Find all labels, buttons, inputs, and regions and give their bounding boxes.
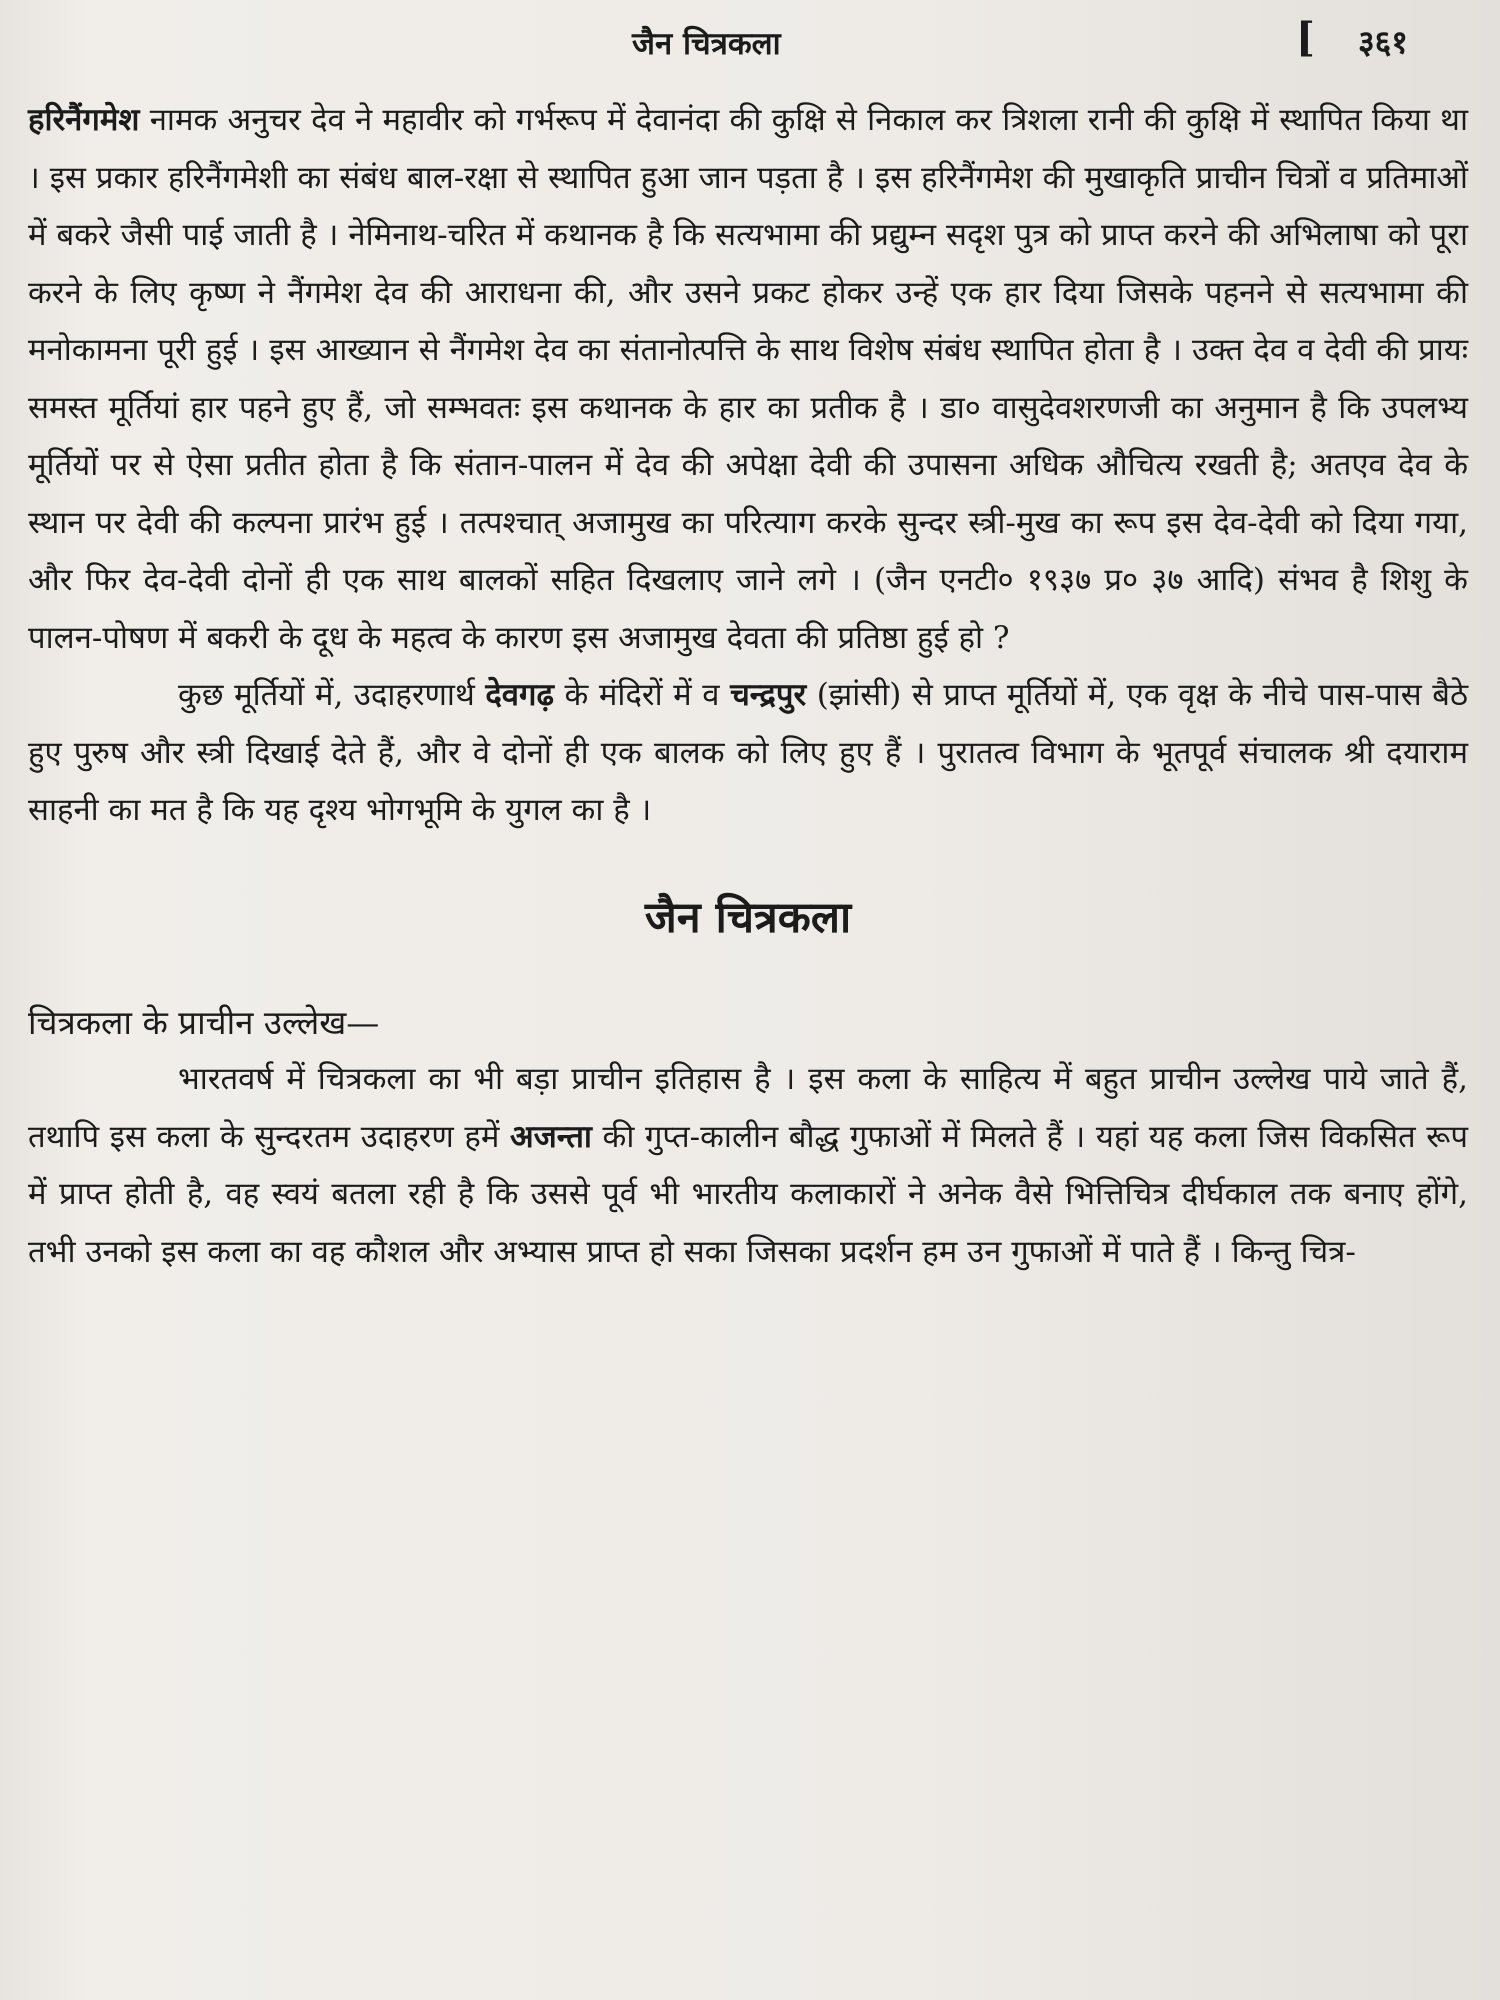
paragraph-text-part: भारतवर्ष में चित्रकला का भी बड़ा प्राचीन इतिहास है । इस कला के साहित्य में बहुत प्राचीन उल्लेख पाये जाते हैं, तथापि इस कला के सुन्दरतम उदाहरण हमें — [28, 1061, 1468, 1155]
paragraph-text-part: की गुप्त-कालीन बौद्ध गुफाओं में मिलते हैं । यहां यह कला जिस विकसित रूप में प्राप्त होती है, वह स्वयं बतला रही है कि उससे पूर्व भी भारतीय कलाकारों ने अनेक वैसे भित्तिचित्र दीर्घकाल तक बनाए होंगे, तभी उनको इस कला का वह कौशल और अभ्यास प्राप्त हो सका जिसका प्रदर्शन हम उन गुफाओं में पाते हैं । किन्तु चित्र- — [28, 1118, 1468, 1270]
paragraph-text-part: के मंदिरों में व — [553, 677, 731, 713]
place-name-ajanta: अजन्ता — [510, 1118, 592, 1155]
place-name-chandrapur: चन्द्रपुर — [730, 677, 807, 713]
sub-heading: चित्रकला के प्राचीन उल्लेख— — [28, 1002, 380, 1042]
paragraph-text-part: (झांसी) से प्राप्त मूर्तियों में, एक वृक्ष के नीचे पास-पास बैठे हुए पुरुष और स्त्री दिखाई देते हैं, और वे दोनों ही एक बालक को लिए हुए हैं । पुरातत्व विभाग के भूतपूर्व संचालक श्री दयाराम साहनी का मत है कि यह दृश्य भोगभूमि के युगल का है । — [28, 677, 1469, 828]
paragraph-painting-history — [28, 1051, 1468, 1281]
paragraph-devagarh — [28, 667, 1468, 840]
paragraph-text-part: कुछ मूर्तियों में, उदाहरणार्थ — [178, 677, 486, 713]
running-title: जैन चित्रकला — [632, 26, 781, 62]
section-title: जैन चित्रकला — [644, 892, 852, 943]
paragraph-harinaigamesha — [28, 92, 1468, 667]
running-header — [0, 14, 1500, 74]
place-name-devagarh: देवगढ़ — [485, 677, 554, 713]
paragraph-text: नामक अनुचर देव ने महावीर को गर्भरूप में देवानंदा की कुक्षि से निकाल कर त्रिशला रानी की कुक्षि में स्थापित किया था । इस प्रकार हरिनैंगमेशी का संबंध बाल-रक्षा से स्थापित हुआ जान पड़ता है । इस हरिनैंगमेश की मुखाकृति प्राचीन चित्रों व प्रतिमाओं में बकरे जैसी पाई जाती है । नेमिनाथ-चरित में कथानक है कि सत्यभामा की प्रद्युम्न सदृश पुत्र को प्राप्त करने की अभिलाषा को पूरा करने के लिए कृष्ण ने नैंगमेश देव की आराधना की, और उसने प्रकट होकर उन्हें एक हार दिया जिसके पहनने से सत्यभामा की मनोकामना पूरी हुई । इस आख्यान से नैंगमेश देव का संतानोत्पत्ति के साथ विशेष संबंध स्थापित होता है । उक्त देव व देवी की प्रायः समस्त मूर्तियां हार पहने हुए हैं, जो सम्भवतः इस कथानक के हार का प्रतीक है । डा० वासुदेवशरणजी का अनुमान है कि उपलभ्य मूर्तियों पर से ऐसा प्रतीत होता है कि संतान-पालन में देव की अपेक्षा देवी की उपासना अधिक औचित्य रखती है; अतएव देव के स्थान पर देवी की कल्पना प्रारंभ हुई । तत्पश्चात् अजामुख का परित्याग करके सुन्दर स्त्री-मुख का रूप इस देव-देवी को दिया गया, और फिर देव-देवी दोनों ही एक साथ बालकों सहित दिखलाए जाने लगे । (जैन एनटी० १९३७ प्र० ३७ आदि) संभव है शिशु के पालन-पोषण में बकरी के दूध के महत्व के कारण इस अजामुख देवता की प्रतिष्ठा हुई हो ? — [28, 102, 1468, 656]
page-number: ३६१ — [1358, 23, 1408, 61]
header-bracket: [ — [1296, 14, 1315, 61]
lead-term: हरिनैंगमेश — [28, 102, 140, 138]
page-body — [28, 92, 1468, 1281]
